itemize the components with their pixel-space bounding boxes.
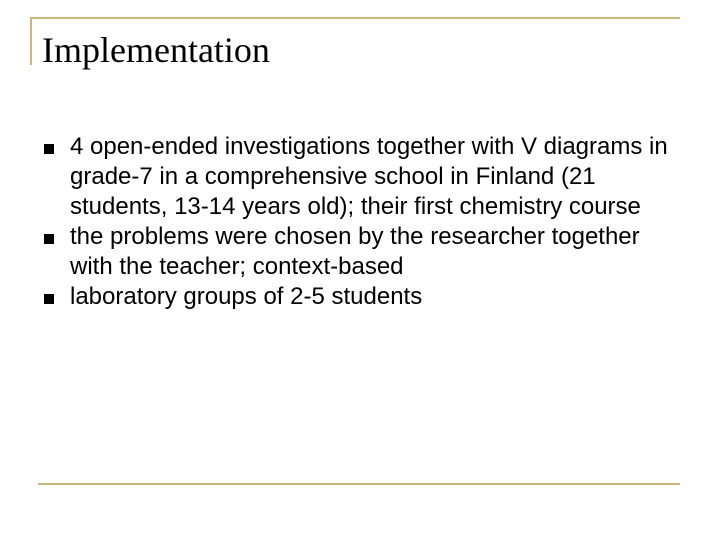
slide-title: Implementation — [42, 30, 270, 70]
bullet-text: 4 open-ended investigations together with V diagrams in grade-7 in a comprehensive school in Finland (21 students, 13-14 years old); their first chemistry course — [70, 133, 668, 220]
bottom-divider — [38, 483, 680, 485]
bullet-item — [44, 222, 684, 282]
left-divider — [30, 17, 32, 65]
bullet-text: the problems were chosen by the researcher together with the teacher; context-based — [70, 223, 640, 280]
top-divider — [30, 17, 680, 19]
square-bullet-icon — [44, 234, 54, 244]
bullet-item — [44, 282, 684, 312]
square-bullet-icon — [44, 294, 54, 304]
square-bullet-icon — [44, 144, 54, 154]
bullet-item — [44, 132, 684, 222]
bullet-text: laboratory groups of 2-5 students — [70, 283, 423, 310]
bullet-list — [44, 132, 684, 312]
